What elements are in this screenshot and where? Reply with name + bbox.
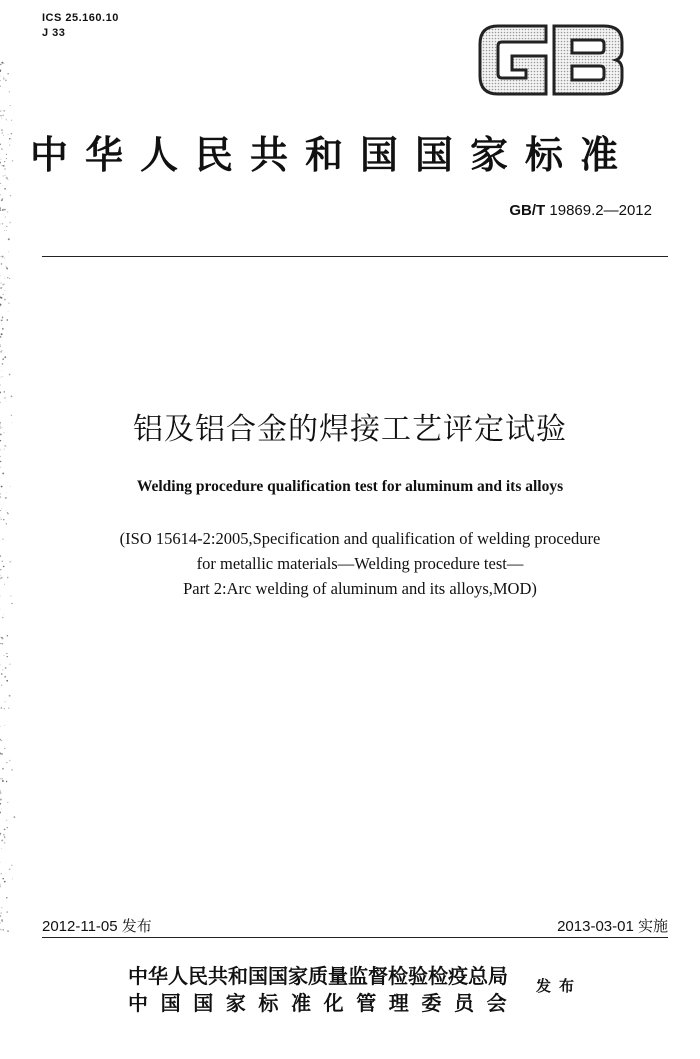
document-title-cn: 铝及铝合金的焊接工艺评定试验 bbox=[133, 412, 567, 447]
iso-reference-line: (ISO 15614-2:2005,Specification and qualification of welding procedure bbox=[119, 529, 601, 548]
header-divider bbox=[42, 256, 668, 257]
ics-code: ICS 25.160.10 bbox=[42, 12, 119, 24]
footer-divider bbox=[42, 937, 668, 938]
iso-reference-line: Part 2:Arc welding of aluminum and its alloys,MOD) bbox=[183, 579, 537, 598]
gb-logo bbox=[476, 22, 626, 98]
issuer-aqsiq: 中华人民共和国国家质量监督检验检疫总局 bbox=[128, 964, 508, 988]
iso-reference bbox=[60, 526, 660, 601]
standard-number-value: 19869.2—2012 bbox=[549, 202, 652, 219]
scan-edge-noise bbox=[0, 60, 20, 940]
issuer-sac: 中国国家标准化管理委员会 bbox=[128, 991, 520, 1015]
standard-number bbox=[509, 202, 652, 219]
implement-date: 2013-03-01 实施 bbox=[557, 918, 668, 935]
issue-date: 2012-11-05 发布 bbox=[42, 918, 152, 935]
iso-reference-line: for metallic materials—Welding procedure test— bbox=[196, 554, 524, 573]
gb-logo-text: GB bbox=[551, 98, 553, 99]
standard-number-prefix: GB/T bbox=[509, 202, 546, 219]
document-title-en: Welding procedure qualification test for aluminum and its alloys bbox=[136, 478, 564, 495]
publish-label: 发布 bbox=[536, 977, 583, 995]
ccs-code: J 33 bbox=[42, 27, 66, 39]
national-standard-title: 中华人民共和国国家标准 bbox=[30, 132, 636, 177]
